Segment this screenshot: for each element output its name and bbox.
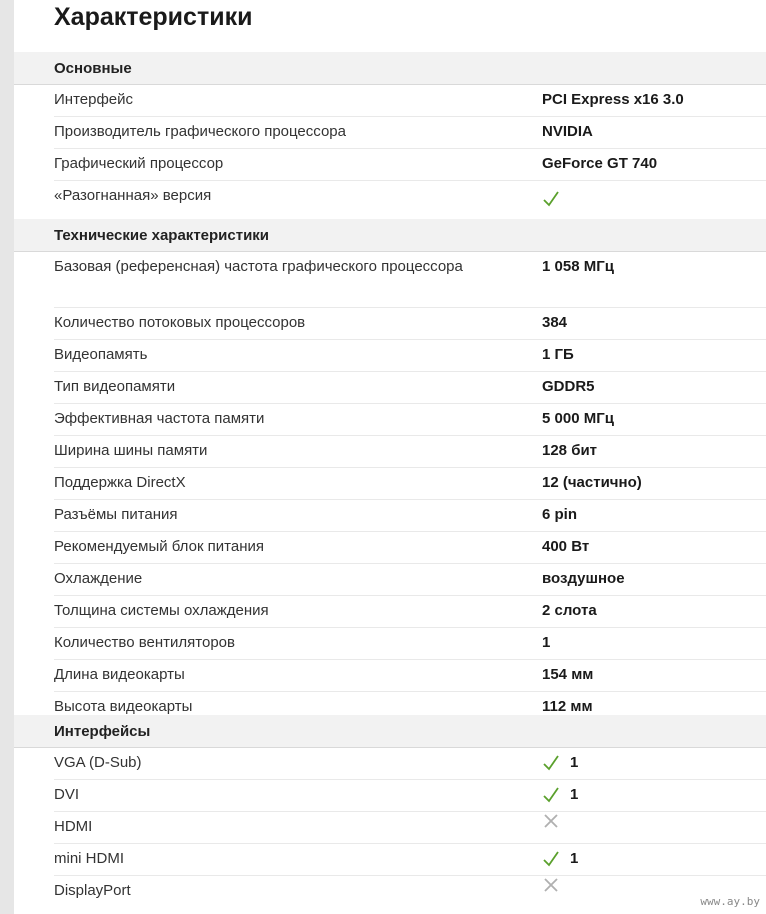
check-icon [542, 190, 560, 208]
spec-label: Графический процессор [54, 155, 224, 172]
spec-label: Производитель графического процессора [54, 123, 346, 140]
spec-value: 400 Вт [542, 538, 590, 555]
port-label: DisplayPort [54, 882, 131, 899]
check-icon [542, 850, 560, 868]
spec-value: 1 058 МГц [542, 258, 614, 275]
spec-value: 2 слота [542, 602, 597, 619]
port-count: 1 [570, 754, 579, 771]
port-row [54, 748, 766, 780]
spec-row [54, 532, 766, 564]
spec-row [54, 85, 766, 117]
section-ports [14, 715, 766, 907]
spec-row [54, 596, 766, 628]
spec-row [54, 500, 766, 532]
spec-value: 12 (частично) [542, 474, 642, 491]
spec-label: Тип видеопамяти [54, 378, 176, 395]
spec-row [54, 117, 766, 149]
spec-label: Ширина шины памяти [54, 442, 208, 459]
section-main [14, 52, 766, 212]
spec-row [54, 404, 766, 436]
port-label: mini HDMI [54, 850, 124, 867]
spec-row [54, 252, 766, 308]
spec-label: Видеопамять [54, 346, 148, 363]
spec-value: 5 000 МГц [542, 410, 614, 427]
spec-value: воздушное [542, 570, 625, 587]
port-count: 1 [570, 850, 579, 867]
spec-row [54, 468, 766, 500]
spec-label: Количество вентиляторов [54, 634, 235, 651]
section-header-main: Основные [14, 52, 766, 85]
port-row [54, 876, 766, 907]
cross-icon [542, 876, 560, 894]
spec-label: «Разогнанная» версия [54, 187, 212, 204]
port-label: VGA (D-Sub) [54, 754, 142, 771]
spec-label: Базовая (референсная) частота графического процессора [54, 258, 463, 275]
spec-label: Интерфейс [54, 91, 134, 108]
spec-label: Разъёмы питания [54, 506, 178, 523]
spec-value: 154 мм [542, 666, 594, 683]
spec-row [54, 340, 766, 372]
section-tech [14, 219, 766, 723]
spec-value: 1 ГБ [542, 346, 574, 363]
spec-row [54, 149, 766, 181]
spec-label: Длина видеокарты [54, 666, 185, 683]
spec-row [54, 564, 766, 596]
page-title: Характеристики [54, 3, 253, 31]
specs-panel [14, 0, 766, 914]
check-icon [542, 786, 560, 804]
port-label: HDMI [54, 818, 93, 835]
spec-row [54, 181, 766, 212]
port-row [54, 844, 766, 876]
spec-value: 384 [542, 314, 568, 331]
port-count: 1 [570, 786, 579, 803]
spec-label: Толщина системы охлаждения [54, 602, 269, 619]
spec-label: Поддержка DirectX [54, 474, 186, 491]
section-header-ports: Интерфейсы [14, 715, 766, 748]
spec-value: 1 [542, 634, 551, 651]
spec-row [54, 436, 766, 468]
spec-label: Высота видеокарты [54, 698, 193, 715]
spec-value: GDDR5 [542, 378, 595, 395]
spec-label: Охлаждение [54, 570, 143, 587]
spec-row [54, 308, 766, 340]
port-row [54, 780, 766, 812]
port-row [54, 812, 766, 844]
section-header-tech: Технические характеристики [14, 219, 766, 252]
spec-value: NVIDIA [542, 123, 593, 140]
spec-label: Рекомендуемый блок питания [54, 538, 265, 555]
spec-row [54, 628, 766, 660]
spec-row [54, 660, 766, 692]
spec-value: 6 pin [542, 506, 578, 523]
spec-value: 112 мм [542, 698, 593, 715]
spec-label: Количество потоковых процессоров [54, 314, 306, 331]
port-label: DVI [54, 786, 80, 803]
watermark: www.ay.by [700, 895, 760, 908]
spec-label: Эффективная частота памяти [54, 410, 265, 427]
check-icon [542, 754, 560, 772]
spec-value: 128 бит [542, 442, 598, 459]
spec-value: GeForce GT 740 [542, 155, 658, 172]
spec-row [54, 372, 766, 404]
left-gutter [0, 0, 14, 914]
cross-icon [542, 812, 560, 830]
spec-value: PCI Express x16 3.0 [542, 91, 684, 108]
